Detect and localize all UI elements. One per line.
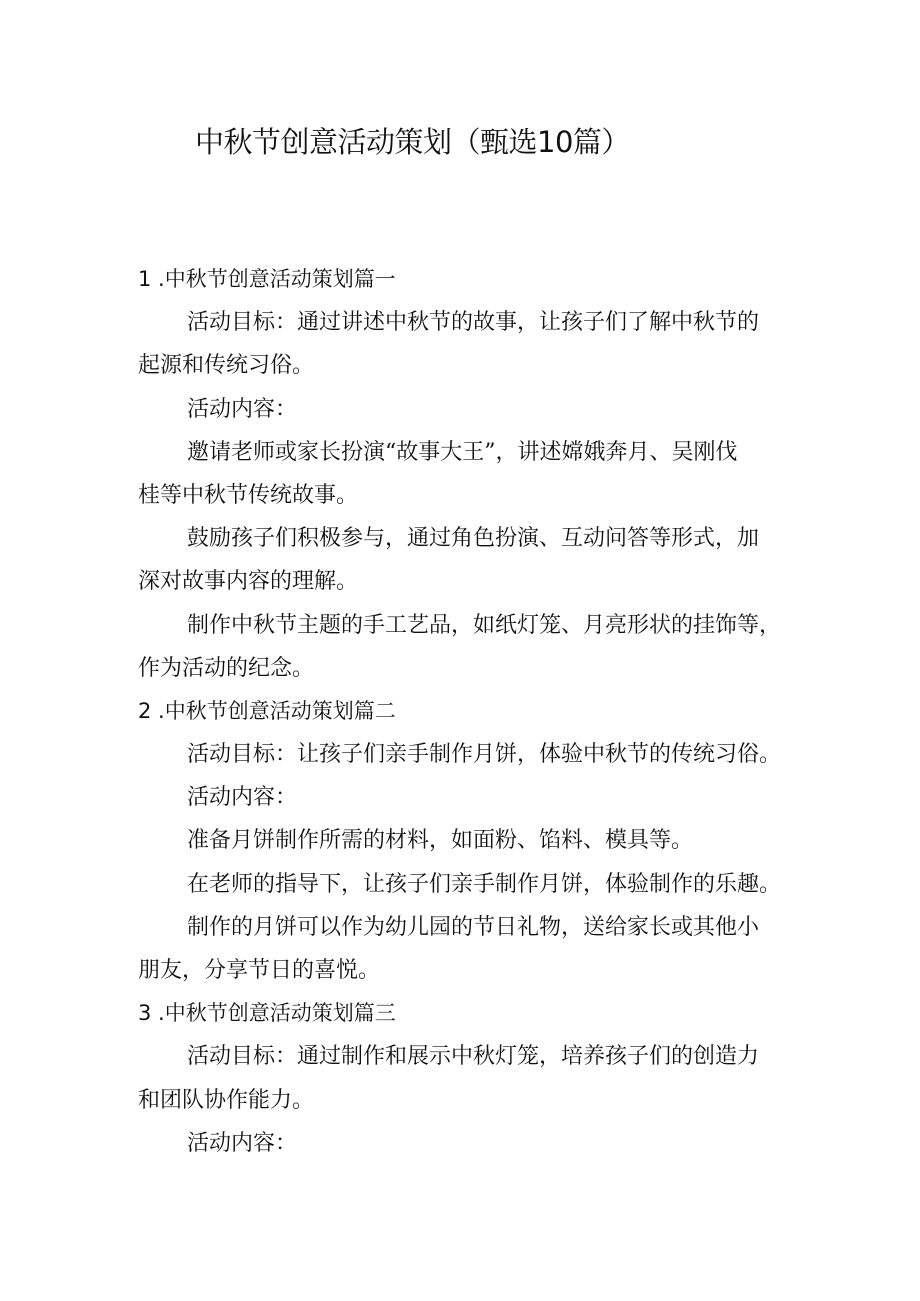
document-title: 中秋节创意活动策划（甄选10篇） (195, 125, 630, 159)
document-body (138, 258, 788, 1165)
paragraph-line: 起源和传统习俗。 (138, 353, 315, 379)
paragraph-line: 活动目标：通过制作和展示中秋灯笼，培养孩子们的创造力 (187, 1044, 760, 1070)
paragraph-line: 活动内容： (187, 1130, 298, 1156)
paragraph-line: 活动目标：让孩子们亲手制作月饼，体验中秋节的传统习俗。 (187, 742, 782, 768)
paragraph-line: 朋友，分享节日的喜悦。 (138, 958, 381, 983)
section-heading-2: 2 .中秋节创意活动策划篇二 (138, 698, 396, 723)
paragraph-line: 在老师的指导下，让孩子们亲手制作月饼，体验制作的乐趣。 (187, 871, 782, 897)
paragraph-line: 鼓励孩子们积极参与，通过角色扮演、互动问答等形式，加 (187, 526, 760, 552)
section-heading-3: 3 .中秋节创意活动策划篇三 (138, 1001, 396, 1026)
paragraph-line: 作为活动的纪念。 (138, 655, 315, 681)
section-heading-1: 1 .中秋节创意活动策划篇一 (138, 267, 396, 291)
paragraph-line: 和团队协作能力。 (138, 1087, 315, 1113)
paragraph-line: 活动目标：通过讲述中秋节的故事，让孩子们了解中秋节的 (187, 310, 760, 336)
paragraph-line: 深对故事内容的理解。 (138, 569, 359, 595)
paragraph-line: 制作的月饼可以作为幼儿园的节日礼物，送给家长或其他小 (187, 914, 760, 940)
paragraph-line: 桂等中秋节传统故事。 (138, 482, 359, 508)
paragraph-line: 制作中秋节主题的手工艺品，如纸灯笼、月亮形状的挂饰等， (187, 612, 782, 638)
paragraph-line: 活动内容： (187, 396, 298, 422)
paragraph-line: 邀请老师或家长扮演“故事大王”，讲述嫦娥奔月、吴刚伐 (187, 439, 738, 465)
paragraph-line: 活动内容： (187, 785, 298, 811)
paragraph-line: 准备月饼制作所需的材料，如面粉、馅料、模具等。 (187, 828, 694, 854)
